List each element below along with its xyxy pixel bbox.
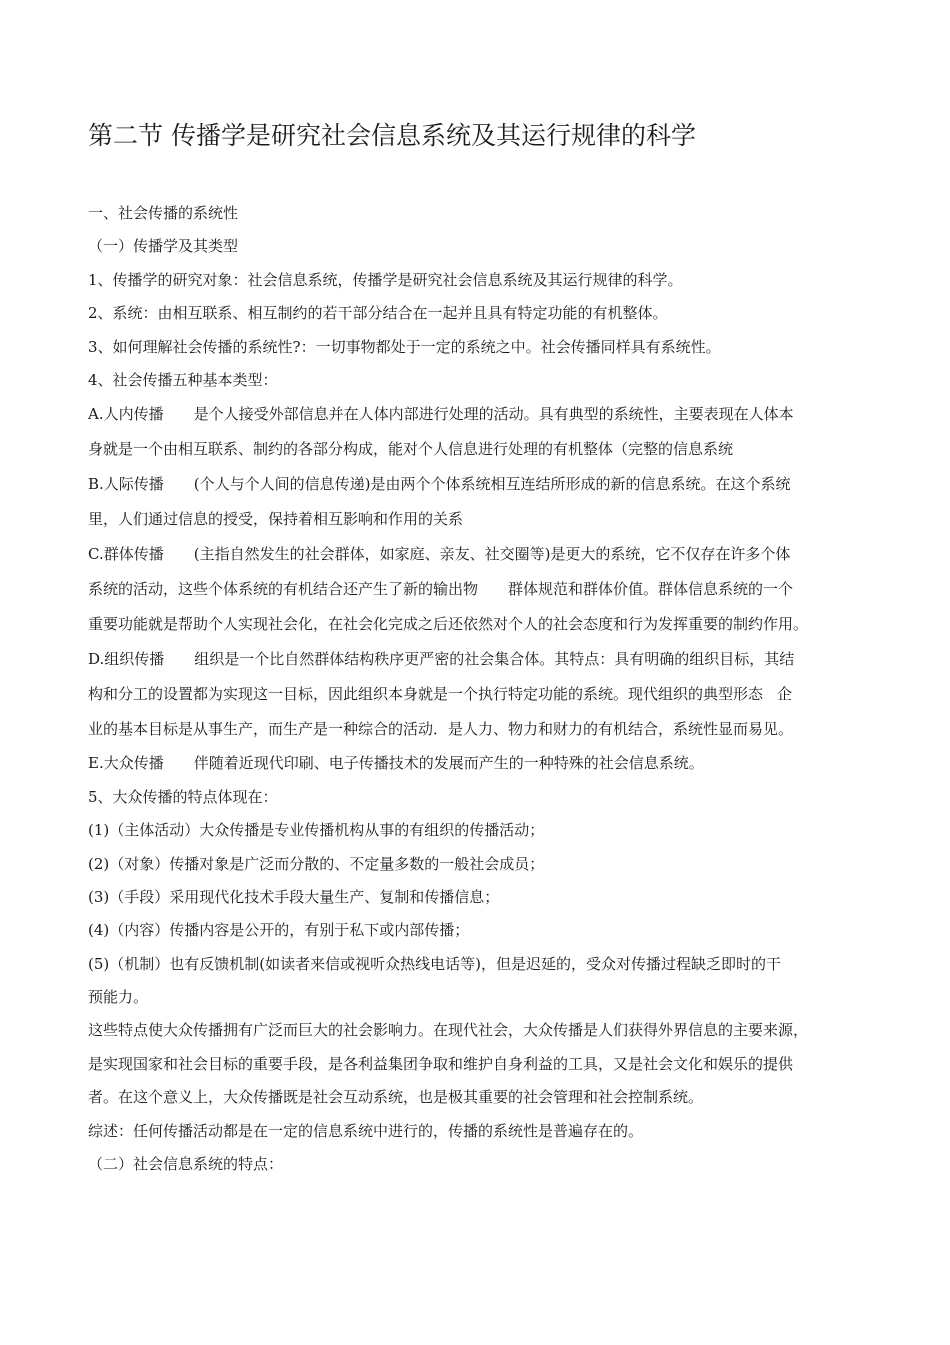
paragraph (88, 572, 878, 607)
paragraph: 者。在这个意义上，大众传播既是社会互动系统，也是极其重要的社会管理和社会控制系统。 (88, 1088, 704, 1107)
term-text: (个人与个人间的信息传递)是由两个个体系统相互连结所形成的新的信息系统。在这个系统 (193, 475, 791, 494)
term-text: 组织是一个比自然群体结构秩序更严密的社会集合体。其特点：具有明确的组织目标，其结 (194, 650, 795, 669)
paragraph (88, 397, 878, 432)
paragraph: 重要功能就是帮助个人实现社会化，在社会化完成之后还依然对个人的社会态度和行为发挥重要的制约作用。 (88, 615, 809, 634)
term-text: 是个人接受外部信息并在人体内部进行处理的活动。具有典型的系统性，主要表现在人体本 (193, 405, 794, 424)
list-item: (3)（手段）采用现代化技术手段大量生产、复制和传播信息； (88, 887, 500, 906)
paragraph: 里，人们通过信息的授受，保持着相互影响和作用的关系 (88, 510, 464, 529)
paragraph (88, 642, 878, 677)
term-text: (主指自然发生的社会群体，如家庭、亲友、社交圈等)是更大的系统，它不仅存在许多个体 (193, 545, 791, 564)
subsection-heading: （二）社会信息系统的特点： (88, 1155, 284, 1174)
paragraph: 身就是一个由相互联系、制约的各部分构成，能对个人信息进行处理的有机整体（完整的信息系统 (88, 440, 734, 459)
list-item: (1)（主体活动）大众传播是专业传播机构从事的有组织的传播活动； (88, 821, 545, 840)
section-heading: 一、社会传播的系统性 (88, 204, 239, 222)
paragraph (88, 537, 878, 572)
text-fragment: 群体规范和群体价值。群体信息系统的一个 (508, 580, 794, 599)
paragraph: 5、大众传播的特点体现在： (88, 787, 278, 806)
paragraph: 2、系统：由相互联系、相互制约的若干部分结合在一起并且具有特定功能的有机整体。 (88, 304, 668, 323)
summary-paragraph: 综述：任何传播活动都是在一定的信息系统中进行的，传播的系统性是普遍存在的。 (88, 1121, 644, 1140)
paragraph: 是实现国家和社会目标的重要手段，是各利益集团争取和维护自身利益的工具，又是社会文化和娱乐的提供 (88, 1054, 794, 1073)
text-fragment: 系统的活动，这些个体系统的有机结合还产生了新的输出物 (88, 580, 479, 599)
paragraph (88, 677, 878, 712)
document-body (88, 197, 878, 1181)
list-item: (5)（机制）也有反馈机制(如读者来信或视听众热线电话等)，但是迟延的，受众对传播过程缺乏即时的干 (88, 954, 781, 973)
term-text: 伴随着近现代印刷、电子传播技术的发展而产生的一种特殊的社会信息系统。 (193, 754, 704, 773)
subsection-heading: （一）传播学及其类型 (88, 237, 239, 256)
paragraph: 1、传播学的研究对象：社会信息系统，传播学是研究社会信息系统及其运行规律的科学。 (88, 270, 683, 289)
term-label: A.人内传播 (88, 405, 164, 424)
paragraph: 4、社会传播五种基本类型： (88, 370, 278, 389)
page-title: 第二节 传播学是研究社会信息系统及其运行规律的科学 (88, 121, 696, 150)
paragraph: 业的基本目标是从事生产，而生产是一种综合的活动．是人力、物力和财力的有机结合，系统性显而易见。 (88, 720, 794, 739)
paragraph: 这些特点使大众传播拥有广泛而巨大的社会影响力。在现代社会，大众传播是人们获得外界信息的主要来源， (88, 1021, 809, 1040)
paragraph: 3、如何理解社会传播的系统性?：一切事物都处于一定的系统之中。社会传播同样具有系统性。 (88, 337, 721, 356)
list-item-continuation: 预能力。 (88, 988, 149, 1007)
list-item: (2)（对象）传播对象是广泛而分散的、不定量多数的一般社会成员； (88, 854, 545, 873)
paragraph (88, 467, 878, 502)
term-label: D.组织传播 (88, 650, 165, 669)
text-fragment: 构和分工的设置都为实现这一目标，因此组织本身就是一个执行特定功能的系统。现代组织的典型形态 (88, 685, 764, 704)
list-item: (4)（内容）传播内容是公开的，有别于私下或内部传播； (88, 921, 470, 940)
term-label: E.大众传播 (88, 754, 164, 773)
paragraph (88, 747, 878, 780)
text-fragment: 企 (777, 685, 793, 704)
term-label: B.人际传播 (88, 475, 164, 494)
term-label: C.群体传播 (88, 545, 164, 564)
